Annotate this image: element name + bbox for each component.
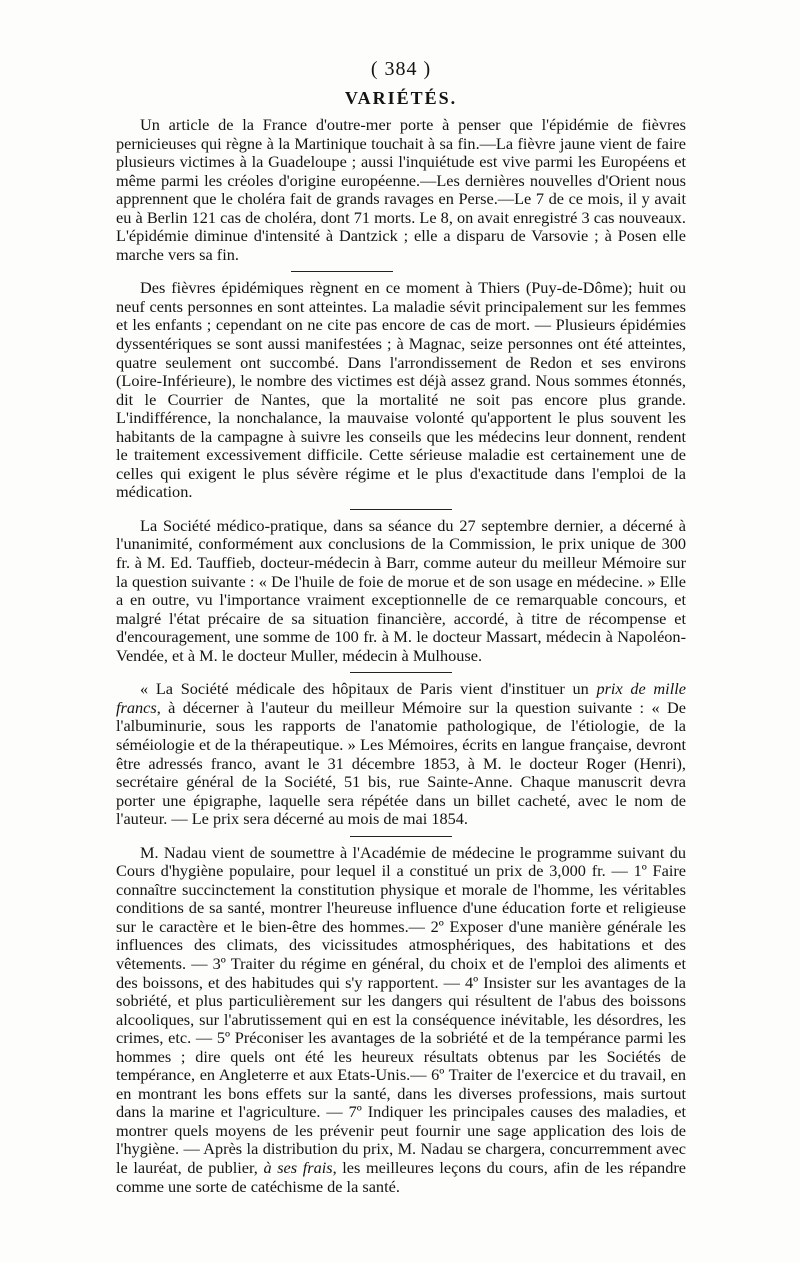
article-text: La Société médico-pratique, dans sa séance du 27 septembre dernier, a décerné à l'unanimité, conformément aux conclusions de la Commission, le prix unique de 300 fr. à M. Ed. Tauffieb, docteur-médecin à Barr, comme auteur du meilleur Mémoire sur la question suivante : « De l'huile de foie de morue et de son usage en médecine. » Elle a en outre, vu l'importance vraiment exceptionnelle de ce remarquable concours, et malgré l'état précaire de sa situation financière, accordé, à titre de récompense et d'encouragement, une somme de 100 fr. à M. le docteur Massart, médecin à Napoléon-Vendée, et à M. le docteur Muller, médecin à Mulhouse.: [116, 515, 686, 665]
article-paragraph-fevers: [116, 279, 686, 502]
article-paragraph-societe-medicale-hopitaux: [116, 680, 686, 828]
separator-rule: [350, 672, 452, 673]
page-number: ( 384 ): [370, 58, 432, 80]
article-text: Des fièvres épidémiques règnent en ce moment à Thiers (Puy-de-Dôme); huit ou neuf cents personnes en sont atteintes. La maladie sévit principalement sur les femmes et les enfants ; cependant on ne cite pas encore de cas de mort. — Plusieurs épidémies dyssentériques se sont aussi manifestées ; à Magnac, seize personnes ont été atteintes, quatre seulement ont succombé. Dans l'arrondissement de Redon et ses environs (Loire-Inférieure), le nombre des victimes est déjà assez grand. Nous sommes étonnés, dit le Courrier de Nantes, que la mortalité ne soit pas encore plus grande. L'indifférence, la nonchalance, la mauvaise volonté qu'apportent le plus souvent les habitants de la campagne à suivre les conseils que les médecins leur donnent, rendent le traitement excessivement difficile. Cette sérieuse maladie est certainement une de celles qui exigent le plus sévère régime et le plus d'exactitude dans l'emploi de la médication.: [116, 278, 686, 502]
document-page: [116, 58, 686, 1196]
article-text: M. Nadau vient de soumettre à l'Académie de médecine le programme suivant du Cours d'hygiène populaire, pour lequel il a constitué un prix de 3,000 fr. — 1º Faire connaître succinctement la constitution physique et morale de l'homme, les véritables conditions de sa santé, montrer l'heureuse influence d'une éducation forte et religieuse sur le caractère et le bien-être des hommes.— 2º Exposer d'une manière générale les influences des climats, des vicissitudes atmosphériques, des habitations et des vêtements. — 3º Traiter du régime en général, du choix et de l'emploi des aliments et des boissons, et des habitudes qui s'y rapportent. — 4º Insister sur les avantages de la sobriété, et plus particulièrement sur les dangers qui résultent de l'abus des boissons alcooliques, sur l'abrutissement qui en est la conséquence inévitable, les désordres, les crimes, etc. — 5º Préconiser les avantages de la sobriété et de la tempérance parmi les hommes ; dire quels ont été les heureux résultats obtenus par les Sociétés de tempérance, en Angleterre et aux Etats-Unis.— 6º Traiter de l'exercice et du travail, en en montrant les bons effets sur la santé, dans les diverses professions, mais surtout dans la marine et l'agriculture. — 7º Indiquer les principales causes des maladies, et montrer quels moyens de les prévenir peut fournir une sage application des lois de l'hygiène. — Après la distribution du prix, M. Nadau se chargera, concurremment avec le lauréat, de publier,: [116, 842, 686, 1177]
article-paragraph-nadau-hygiene: [116, 844, 686, 1196]
section-title: VARIÉTÉS.: [344, 88, 458, 108]
article-text: , les meilleures leçons du cours, afin de les répandre comme une sorte de catéchisme de la santé.: [116, 1157, 686, 1196]
article-text: « La Société médicale des hôpitaux de Paris vient d'instituer un: [140, 679, 597, 699]
article-text-italic: à ses frais: [263, 1157, 333, 1177]
article-paragraph-epidemics: [116, 116, 686, 264]
article-text: Un article de la France d'outre-mer porte à penser que l'épidémie de fièvres pernicieuses qui règne à la Martinique touchait à sa fin.—La fièvre jaune vient de faire plusieurs victimes à la Guadeloupe ; aussi l'inquiétude est vive parmi les Européens et même parmi les créoles d'origine européenne.—Les dernières nouvelles d'Orient nous apprennent que le choléra fait de grands ravages en Perse.—Le 7 de ce mois, il y avait eu à Berlin 121 cas de choléra, dont 71 morts. Le 8, on avait enregistré 3 cas nouveaux. L'épidémie diminue d'intensité à Dantzick ; elle a disparu de Varsovie ; à Posen elle marche vers sa fin.: [116, 115, 686, 264]
article-text: , à décerner à l'auteur du meilleur Mémoire sur la question suivante : « De l'albuminurie, sous les rapports de l'anatomie pathologique, de l'étiologie, de la séméiologie et de la thérapeutique. » Les Mémoires, écrits en langue française, devront être adressés franco, avant le 31 décembre 1853, à M. le docteur Roger (Henri), secrétaire général de la Société, 51 bis, rue Sainte-Anne. Chaque manuscrit devra porter une épigraphe, laquelle sera répétée dans un billet cacheté, avec le nom de l'auteur. — Le prix sera décerné au mois de mai 1854.: [116, 697, 686, 829]
article-text-italic: prix de mille francs: [116, 679, 686, 717]
separator-rule: [350, 509, 452, 510]
separator-rule: [291, 271, 393, 272]
article-paragraph-societe-medico-pratique: [116, 517, 686, 665]
separator-rule: [350, 836, 452, 837]
